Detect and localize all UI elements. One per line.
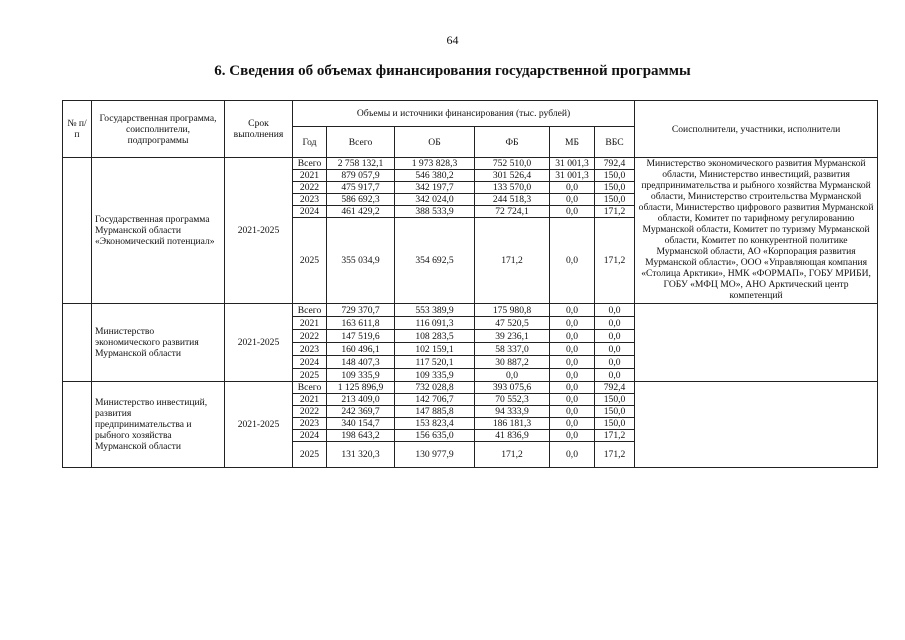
row-number-cell [63, 304, 92, 382]
ob-cell: 546 380,2 [395, 170, 475, 182]
vbs-cell: 0,0 [595, 317, 635, 330]
ob-cell: 342 197,7 [395, 182, 475, 194]
fb-cell: 186 181,3 [475, 418, 550, 430]
year-cell: 2021 [293, 170, 327, 182]
mb-cell: 0,0 [550, 304, 595, 317]
mb-cell: 0,0 [550, 369, 595, 382]
ob-cell: 1 973 828,3 [395, 158, 475, 170]
vbs-cell: 150,0 [595, 394, 635, 406]
year-cell: 2024 [293, 206, 327, 218]
total-cell: 461 429,2 [327, 206, 395, 218]
vbs-cell: 150,0 [595, 194, 635, 206]
fb-cell: 171,2 [475, 218, 550, 304]
term-cell: 2021-2025 [225, 382, 293, 468]
total-cell: 586 692,3 [327, 194, 395, 206]
fb-cell: 175 980,8 [475, 304, 550, 317]
total-cell: 355 034,9 [327, 218, 395, 304]
fb-cell: 133 570,0 [475, 182, 550, 194]
table-row [63, 382, 878, 394]
participants-cell: Министерство экономического развития Мурманской области, Министерство инвестиций, развития предпринимательства и рыбного хозяйства Мурманской области, Министерство строительства Мурманской области, Министерство цифрового развития Мурманской области, Комитет по тарифному регулированию Мурманской области, Комитет по туризму Мурманской области, Комитет по конкурентной политике Мурманской области, АО «Корпорация развития Мурманской области», ООО «Управляющая компания «Столица Арктики», НМК «ФОРМАП», ГОБУ МРИБИ, ГОБУ «МФЦ МО», АНО Арктический центр компетенций [635, 158, 878, 304]
total-cell: 198 643,2 [327, 430, 395, 442]
header-fb: ФБ [475, 127, 550, 158]
mb-cell: 0,0 [550, 394, 595, 406]
vbs-cell: 150,0 [595, 170, 635, 182]
participants-cell [635, 382, 878, 468]
year-cell: 2023 [293, 194, 327, 206]
header-num: № п/п [63, 101, 92, 158]
program-name-cell: Министерство инвестиций, развития предпринимательства и рыбного хозяйства Мурманской области [92, 382, 225, 468]
fb-cell: 0,0 [475, 369, 550, 382]
mb-cell: 0,0 [550, 343, 595, 356]
table-row [63, 304, 878, 317]
year-cell: 2021 [293, 394, 327, 406]
vbs-cell: 171,2 [595, 442, 635, 468]
ob-cell: 117 520,1 [395, 356, 475, 369]
fb-cell: 752 510,0 [475, 158, 550, 170]
vbs-cell: 0,0 [595, 356, 635, 369]
program-name-cell: Министерство экономического развития Мурманской области [92, 304, 225, 382]
total-cell: 1 125 896,9 [327, 382, 395, 394]
year-cell: 2025 [293, 442, 327, 468]
year-cell: Всего [293, 158, 327, 170]
total-cell: 131 320,3 [327, 442, 395, 468]
year-cell: 2024 [293, 430, 327, 442]
vbs-cell: 150,0 [595, 182, 635, 194]
term-cell: 2021-2025 [225, 158, 293, 304]
vbs-cell: 0,0 [595, 343, 635, 356]
ob-cell: 342 024,0 [395, 194, 475, 206]
fb-cell: 39 236,1 [475, 330, 550, 343]
ob-cell: 732 028,8 [395, 382, 475, 394]
vbs-cell: 792,4 [595, 382, 635, 394]
fb-cell: 94 333,9 [475, 406, 550, 418]
header-ob: ОБ [395, 127, 475, 158]
page-number: 64 [446, 33, 459, 47]
year-cell: Всего [293, 304, 327, 317]
header-year: Год [293, 127, 327, 158]
header-program: Государственная программа, соисполнители, подпрограммы [92, 101, 225, 158]
mb-cell: 31 001,3 [550, 170, 595, 182]
fb-cell: 244 518,3 [475, 194, 550, 206]
vbs-cell: 150,0 [595, 418, 635, 430]
year-cell: 2021 [293, 317, 327, 330]
year-cell: 2024 [293, 356, 327, 369]
ob-cell: 142 706,7 [395, 394, 475, 406]
total-cell: 879 057,9 [327, 170, 395, 182]
total-cell: 147 519,6 [327, 330, 395, 343]
total-cell: 213 409,0 [327, 394, 395, 406]
year-cell: 2023 [293, 418, 327, 430]
header-volumes: Объемы и источники финансирования (тыс. рублей) [293, 101, 635, 127]
fb-cell: 171,2 [475, 442, 550, 468]
year-cell: 2025 [293, 218, 327, 304]
term-cell: 2021-2025 [225, 304, 293, 382]
vbs-cell: 171,2 [595, 206, 635, 218]
year-cell: 2023 [293, 343, 327, 356]
financing-table [62, 100, 878, 468]
vbs-cell: 0,0 [595, 369, 635, 382]
total-cell: 729 370,7 [327, 304, 395, 317]
total-cell: 2 758 132,1 [327, 158, 395, 170]
table-row [63, 158, 878, 170]
total-cell: 340 154,7 [327, 418, 395, 430]
ob-cell: 116 091,3 [395, 317, 475, 330]
year-cell: 2022 [293, 406, 327, 418]
ob-cell: 153 823,4 [395, 418, 475, 430]
row-number-cell [63, 158, 92, 304]
vbs-cell: 150,0 [595, 406, 635, 418]
mb-cell: 0,0 [550, 382, 595, 394]
vbs-cell: 792,4 [595, 158, 635, 170]
fb-cell: 301 526,4 [475, 170, 550, 182]
ob-cell: 108 283,5 [395, 330, 475, 343]
mb-cell: 0,0 [550, 194, 595, 206]
ob-cell: 156 635,0 [395, 430, 475, 442]
ob-cell: 553 389,9 [395, 304, 475, 317]
vbs-cell: 0,0 [595, 330, 635, 343]
ob-cell: 354 692,5 [395, 218, 475, 304]
mb-cell: 0,0 [550, 442, 595, 468]
fb-cell: 72 724,1 [475, 206, 550, 218]
page-title: 6. Сведения об объемах финансирования государственной программы [214, 63, 691, 79]
mb-cell: 0,0 [550, 182, 595, 194]
program-name-cell: Государственная программа Мурманской области «Экономический потенциал» [92, 158, 225, 304]
total-cell: 242 369,7 [327, 406, 395, 418]
fb-cell: 393 075,6 [475, 382, 550, 394]
vbs-cell: 171,2 [595, 218, 635, 304]
year-cell: 2022 [293, 182, 327, 194]
year-cell: 2022 [293, 330, 327, 343]
mb-cell: 0,0 [550, 356, 595, 369]
total-cell: 475 917,7 [327, 182, 395, 194]
total-cell: 148 407,3 [327, 356, 395, 369]
ob-cell: 388 533,9 [395, 206, 475, 218]
header-vbs: ВБС [595, 127, 635, 158]
mb-cell: 0,0 [550, 218, 595, 304]
header-mb: МБ [550, 127, 595, 158]
total-cell: 163 611,8 [327, 317, 395, 330]
mb-cell: 0,0 [550, 418, 595, 430]
fb-cell: 47 520,5 [475, 317, 550, 330]
table-body [63, 158, 878, 468]
fb-cell: 70 552,3 [475, 394, 550, 406]
ob-cell: 130 977,9 [395, 442, 475, 468]
header-term: Срок выполнения [225, 101, 293, 158]
participants-cell [635, 304, 878, 382]
ob-cell: 109 335,9 [395, 369, 475, 382]
fb-cell: 58 337,0 [475, 343, 550, 356]
ob-cell: 102 159,1 [395, 343, 475, 356]
mb-cell: 0,0 [550, 406, 595, 418]
mb-cell: 0,0 [550, 206, 595, 218]
vbs-cell: 171,2 [595, 430, 635, 442]
total-cell: 160 496,1 [327, 343, 395, 356]
year-cell: 2025 [293, 369, 327, 382]
vbs-cell: 0,0 [595, 304, 635, 317]
header-total: Всего [327, 127, 395, 158]
mb-cell: 0,0 [550, 430, 595, 442]
header-participants: Соисполнители, участники, исполнители [635, 101, 878, 158]
fb-cell: 30 887,2 [475, 356, 550, 369]
mb-cell: 0,0 [550, 330, 595, 343]
ob-cell: 147 885,8 [395, 406, 475, 418]
fb-cell: 41 836,9 [475, 430, 550, 442]
total-cell: 109 335,9 [327, 369, 395, 382]
year-cell: Всего [293, 382, 327, 394]
row-number-cell [63, 382, 92, 468]
mb-cell: 31 001,3 [550, 158, 595, 170]
mb-cell: 0,0 [550, 317, 595, 330]
